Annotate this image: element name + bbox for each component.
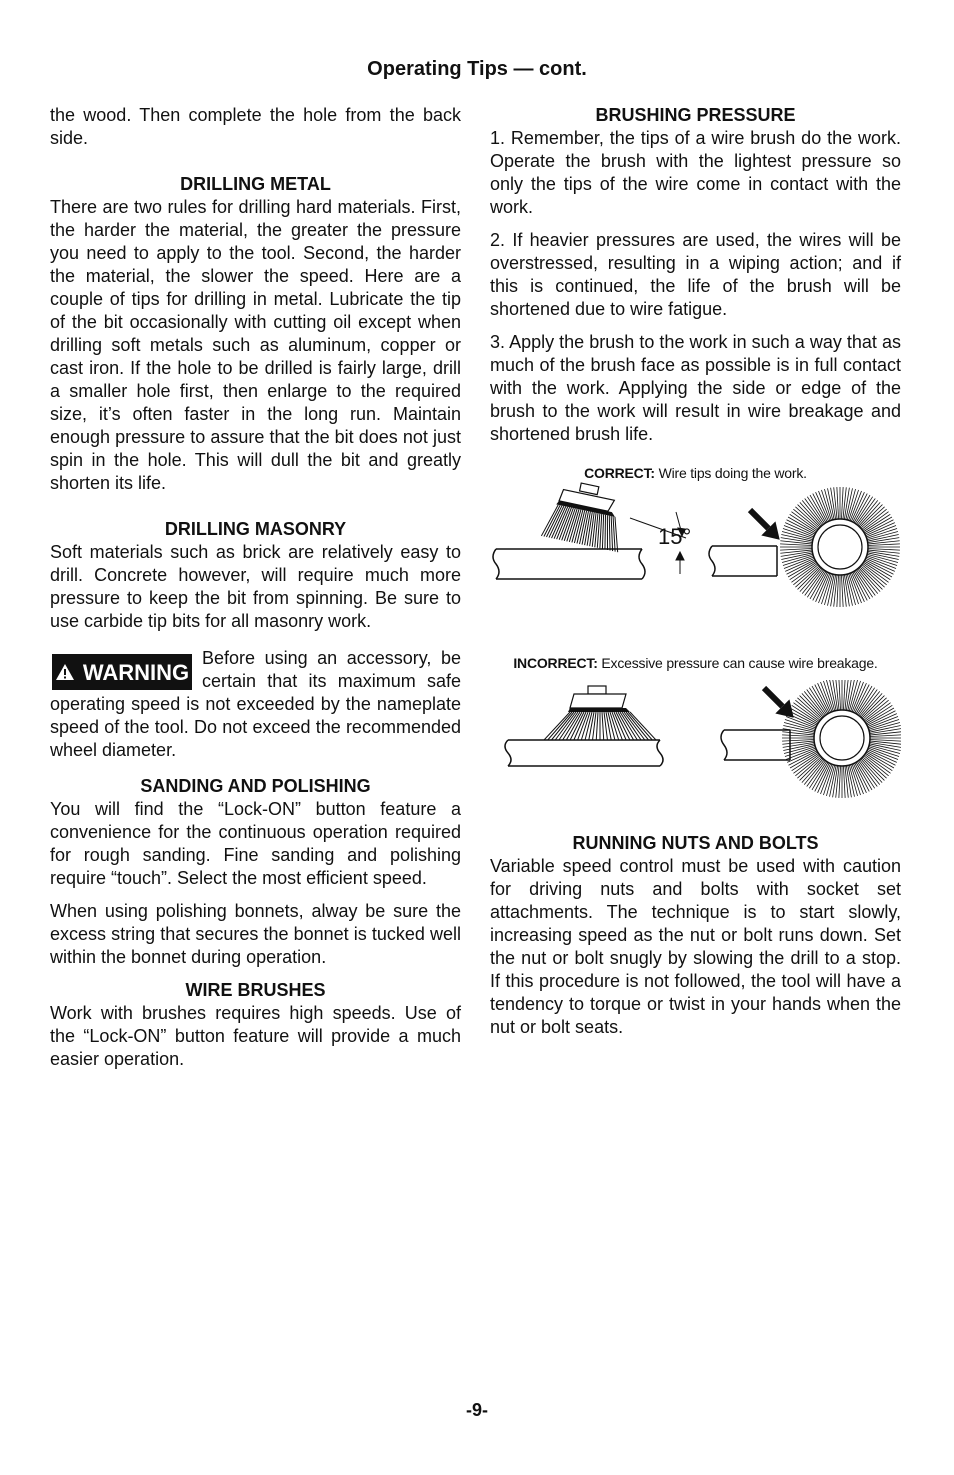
warning-label: WARNING [82, 659, 190, 685]
incorrect-caption [484, 654, 907, 672]
drilling-masonry-heading: DRILLING MASONRY [164, 519, 347, 539]
correct-caption [490, 464, 901, 482]
running-nuts-heading: RUNNING NUTS AND BOLTS [572, 833, 819, 853]
pressure-arrow-icon [743, 503, 787, 547]
workpiece-right-incorrect [721, 730, 790, 760]
sanding-heading: SANDING AND POLISHING [140, 776, 371, 796]
workpiece-left [493, 549, 645, 579]
sanding-paragraph-2: When using polishing bonnets, alway be sure the excess string that secures the bonnet is tucked well within the bonnet during operation. [50, 901, 461, 967]
wire-brushes-paragraph: Work with brushes requires high speeds. Use of the “Lock-ON” button feature will provide a much easier operation. [50, 1003, 461, 1069]
warning-block [50, 647, 461, 762]
cup-brush-incorrect [544, 686, 656, 740]
right-column [490, 104, 901, 1049]
angle-label: 15° [658, 524, 692, 549]
incorrect-figure [490, 680, 901, 810]
running-nuts-paragraph: Variable speed control must be used with caution for driving nuts and bolts with socket set attachments. The technique is to start slowly, increasing speed as the nut or bolt runs down. Set the nut or bolt snugly by slowing the drill to a stop. If this procedure is not followed, the tool will have a tendency to torque or twist in your hands when the nut or bolt seats. [490, 856, 901, 1037]
correct-text: Wire tips doing the work. [658, 465, 807, 481]
warning-badge [52, 654, 192, 690]
brushing-item-2: 2. If heavier pressures are used, the wires will be overstressed, resulting in a wiping action; and if this is continued, the life of the brush will be shortened due to wire fatigue. [490, 230, 901, 319]
incorrect-label: INCORRECT: [513, 655, 598, 671]
correct-figure [490, 482, 901, 612]
page-title: Operating Tips — cont. [367, 58, 587, 80]
sanding-paragraph-1: You will find the “Lock-ON” button feature a convenience for the continuous operation required for rough sanding. Fine sanding and polishing require “touch”. Select the most efficient speed. [50, 799, 461, 888]
drilling-masonry-paragraph: Soft materials such as brick are relatively easy to drill. Concrete however, will require much more pressure to keep the bit from spinning. Be sure to use carbide tip bits for all masonry work. [50, 542, 461, 631]
workpiece-right [709, 546, 777, 576]
incorrect-text: Excessive pressure can cause wire breakage. [601, 655, 878, 671]
brushing-item-3: 3. Apply the brush to the work in such a way that as much of the brush face as possible is in full contact with the work. Applying the side or edge of the brush to the work will result in wire breakage and shortened brush life. [490, 332, 901, 444]
wheel-brush-incorrect [782, 680, 901, 798]
warning-triangle-icon [55, 663, 75, 681]
wheel-brush-correct [780, 487, 900, 607]
cup-brush-correct [541, 482, 630, 552]
page-number: -9- [466, 1400, 488, 1420]
brushing-item-1: 1. Remember, the tips of a wire brush do the work. Operate the brush with the lightest pressure so only the tips of the wire come in contact with the work. [490, 128, 901, 217]
brushing-pressure-heading: BRUSHING PRESSURE [595, 105, 796, 125]
warning-paragraph: Before using an accessory, be certain that its maximum safe operating speed is not exceeded by the nameplate speed of the tool. Do not exceed the recommended wheel diameter. [50, 648, 461, 760]
left-column [50, 104, 461, 1081]
drilling-metal-heading: DRILLING METAL [180, 174, 331, 194]
drilling-metal-paragraph: There are two rules for drilling hard materials. First, the harder the material, the greater the pressure you need to apply to the tool. Second, the harder the material, the slower the speed. Here are a couple of tips for drilling in metal. Lubricate the tip of the bit occasionally with cutting oil except when drilling soft metals such as aluminum, copper or cast iron. If the hole to be drilled is fairly large, drill a smaller hole first, then enlarge to the required size, it’s often faster in the long run. Maintain enough pressure to assure that the bit does not just spin in the hole. This will dull the bit and greatly shorten its life. [50, 197, 461, 493]
correct-label: CORRECT: [584, 465, 655, 481]
wire-brushes-heading: WIRE BRUSHES [185, 980, 326, 1000]
intro-paragraph: the wood. Then complete the hole from the back side. [50, 105, 461, 148]
workpiece-left-incorrect [505, 740, 663, 766]
